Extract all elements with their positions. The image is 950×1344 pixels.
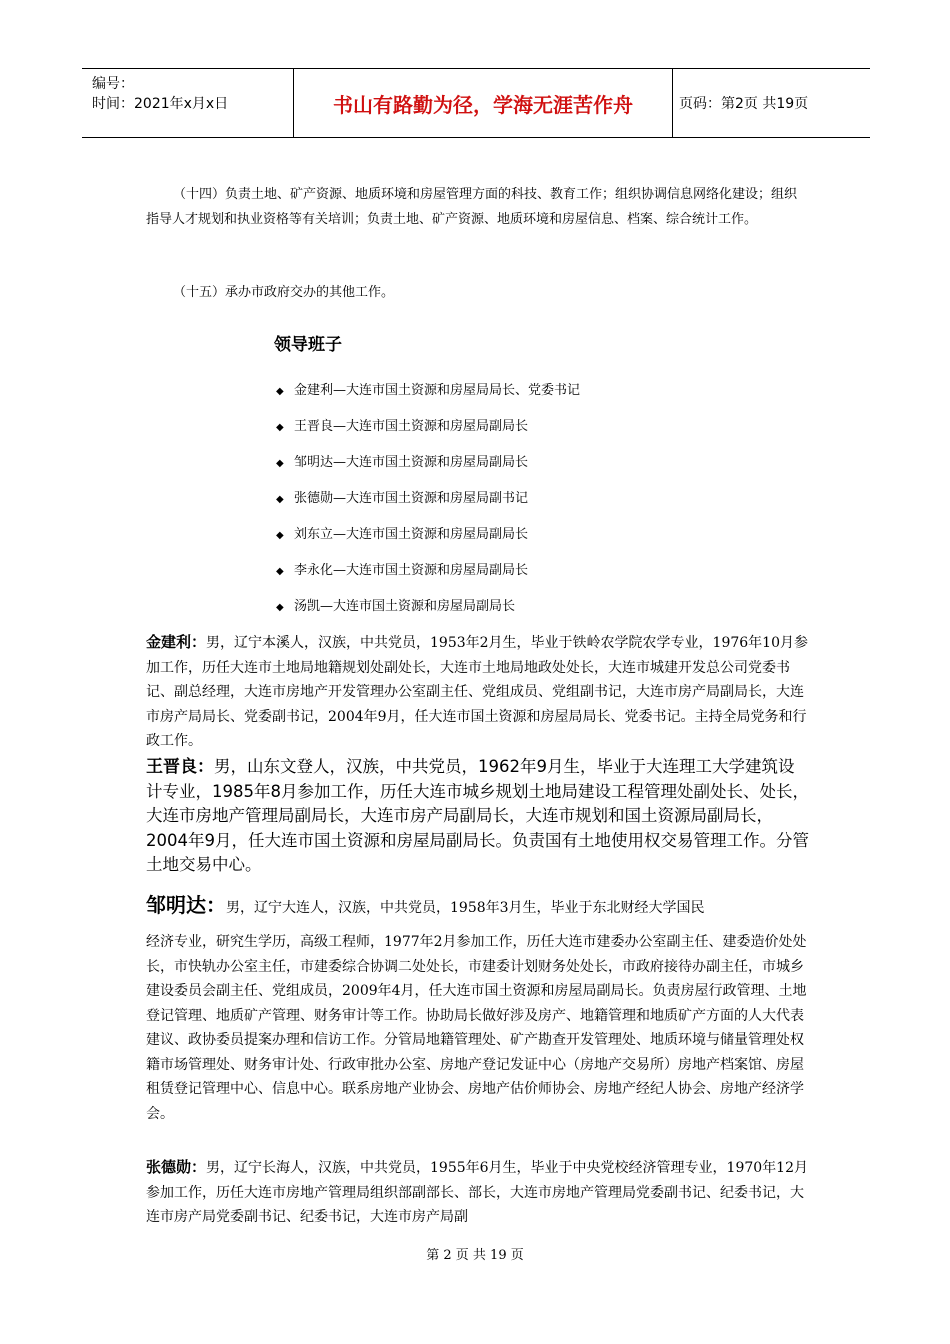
code-label: 编号： (92, 76, 134, 92)
member-label: 李永化—大连市国土资源和房屋局副局长 (294, 563, 529, 578)
bio-name: 张德勋： (146, 1158, 207, 1176)
bio-zhang-dexun (146, 1155, 810, 1230)
member-label: 金建利—大连市国土资源和房屋局局长、党委书记 (294, 383, 581, 398)
bio-jin-jianli (146, 630, 810, 754)
list-item (276, 378, 580, 414)
bio-name: 金建利： (146, 633, 207, 651)
leadership-list (276, 378, 580, 630)
time-label: 时间：2021年x月x日 (92, 96, 229, 112)
diamond-bullet-icon: ◆ (276, 458, 284, 469)
bio-name: 邹明达： (146, 893, 226, 917)
diamond-bullet-icon: ◆ (276, 566, 284, 577)
list-item (276, 558, 580, 594)
diamond-bullet-icon: ◆ (276, 530, 284, 541)
member-label: 王晋良—大连市国土资源和房屋局副局长 (294, 419, 529, 434)
member-label: 邹明达—大连市国土资源和房屋局副局长 (294, 455, 529, 470)
list-item (276, 594, 580, 630)
list-item (276, 414, 580, 450)
diamond-bullet-icon: ◆ (276, 422, 284, 433)
paragraph-15: （十五）承办市政府交办的其他工作。 (173, 285, 395, 300)
leadership-heading: 领导班子 (274, 335, 342, 355)
paragraph-14: （十四）负责土地、矿产资源、地质环境和房屋管理方面的科技、教育工作；组织协调信息网络化建设；组织指导人才规划和执业资格等有关培训；负责土地、矿产资源、地质环境和房屋信息、档案、综合统计工作。 (146, 187, 798, 227)
bio-text: 经济专业，研究生学历，高级工程师，1977年2月参加工作，历任大连市建委办公室副主任、建委造价处处长，市快轨办公室主任，市建委综合协调二处处长，市建委计划财务处处长，市政府接待办副主任，市城乡建设委员会副主任、党组成员，2009年4月，任大连市国土资源和房屋局副局长。负责房屋行政管理、土地登记管理、地质矿产管理、财务审计等工作。协助局长做好涉及房产、地籍管理和地质矿产方面的人大代表建议、政协委员提案办理和信访工作。分管局地籍管理处、矿产勘查开发管理处、地质环境与储量管理处权籍市场管理处、财务审计处、行政审批办公室、房地产登记发证中心（房地产交易所）房地产档案馆、房屋租赁登记管理中心、信息中心。联系房地产业协会、房地产估价师协会、房地产经纪人协会、房地产经济学会。 (146, 934, 807, 1122)
bio-text: 男，辽宁长海人，汉族，中共党员，1955年6月生，毕业于中央党校经济管理专业，1970年12月参加工作，历任大连市房地产管理局组织部副部长、部长，大连市房地产管理局党委副书记、纪委书记，大连市房产局党委副书记、纪委书记，大连市房产局副 (146, 1160, 808, 1225)
bio-text: 男，辽宁本溪人，汉族，中共党员，1953年2月生，毕业于铁岭农学院农学专业，1976年10月参加工作，历任大连市土地局地籍规划处副处长，大连市土地局地政处处长，大连市城建开发总公司党委书记、副总经理，大连市房地产开发管理办公室副主任、党组成员、党组副书记，大连市房产局副局长，大连市房产局局长、党委副书记，2004年9月，任大连市国土资源和房屋局局长、党委书记。主持全局党务和行政工作。 (146, 635, 808, 749)
bio-name: 王晋良： (146, 757, 214, 777)
bio-text: 男，辽宁大连人，汉族，中共党员，1958年3月生，毕业于东北财经大学国民 (226, 900, 705, 916)
member-label: 刘东立—大连市国土资源和房屋局副局长 (294, 527, 529, 542)
diamond-bullet-icon: ◆ (276, 602, 284, 613)
page-footer: 第 2 页 共 19 页 (426, 1248, 524, 1263)
list-item (276, 486, 580, 522)
header-meta (82, 69, 294, 137)
header-page-info: 页码：第2页 共19页 (679, 96, 809, 112)
diamond-bullet-icon: ◆ (276, 494, 284, 505)
list-item (276, 450, 580, 486)
list-item (276, 522, 580, 558)
bio-zou-mingda (146, 930, 810, 1126)
member-label: 张德勋—大连市国土资源和房屋局副书记 (294, 491, 529, 506)
page-header (82, 68, 870, 138)
bio-text: 男，山东文登人，汉族，中共党员，1962年9月生，毕业于大连理工大学建筑设计专业，1985年8月参加工作，历任大连市城乡规划土地局建设工程管理处副处长、处长，大连市房地产管理局副局长，大连市房产局副局长，大连市规划和国土资源局副局长，2004年9月，任大连市国土资源和房屋局副局长。负责国有土地使用权交易管理工作。分管土地交易中心。 (146, 757, 809, 874)
member-label: 汤凯—大连市国土资源和房屋局副局长 (294, 599, 516, 614)
header-motto: 书山有路勤为径，学海无涯苦作舟 (294, 69, 673, 137)
diamond-bullet-icon: ◆ (276, 386, 284, 397)
bio-zou-mingda-first-line (146, 893, 810, 921)
bio-wang-jinliang (146, 755, 810, 878)
